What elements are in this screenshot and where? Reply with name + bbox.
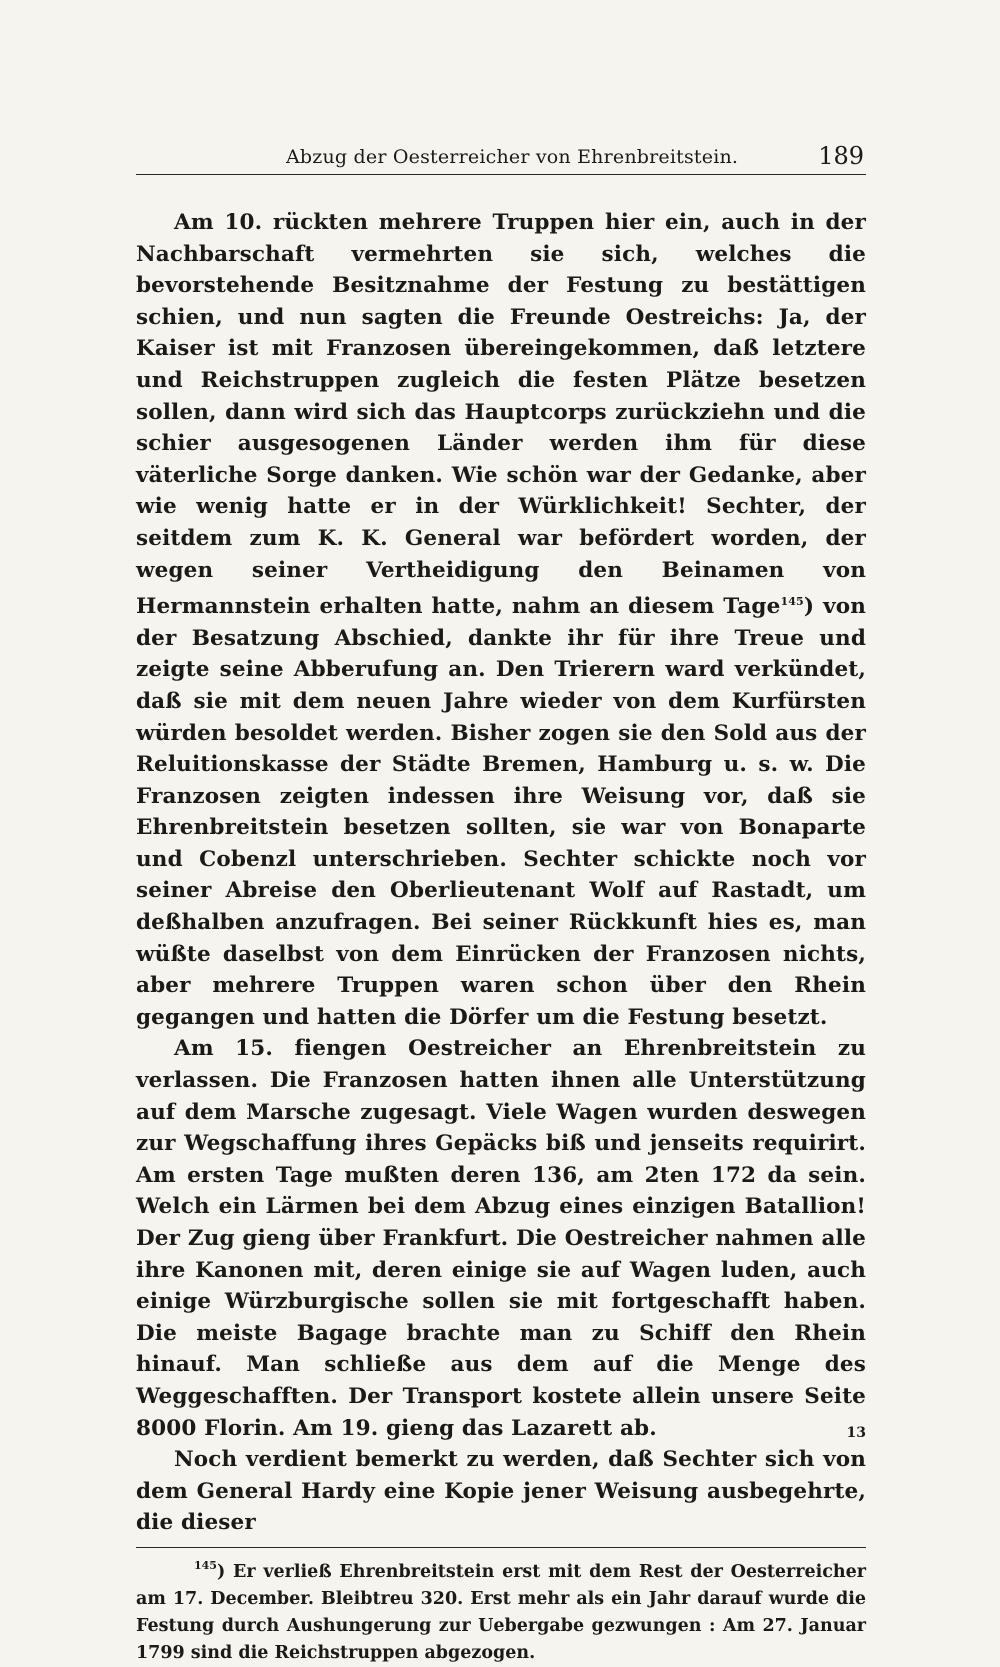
paragraph-1 <box>136 207 866 1033</box>
footnote-reference: 145 <box>780 595 804 609</box>
running-head-title: Abzug der Oesterreicher von Ehrenbreitstein. <box>286 146 739 168</box>
paragraph-1-text-after-note: ) von der Besatzung Abschied, dankte ihr für ihre Treue und zeigte seine Abberufung an. Den Trierern ward verkündet, daß sie mit dem neuen Jahre wieder von dem Kurfürsten würden besoldet werden. Bisher zogen sie den Sold aus der Reluitionskasse der Städte Bremen, Hamburg u. s. w. Die Franzosen zeigten indessen ihre Weisung vor, daß sie Ehrenbreitstein besetzen sollten, sie war von Bonaparte und Cobenzl unterschrieben. Sechter schickte noch vor seiner Abreise den Oberlieutenant Wolf auf Rastadt, um deßhalben anzufragen. Bei seiner Rückkunft hies es, man wüßte daselbst von dem Einrücken der Franzosen nichts, aber mehrere Truppen waren schon über den Rhein gegangen und hatten die Dörfer um die Festung besetzt. <box>136 594 866 1030</box>
paragraph-2: Am 15. fiengen Oestreicher an Ehrenbreitstein zu verlassen. Die Franzosen hatten ihnen alle Unterstützung auf dem Marsche zugesagt. Viele Wagen wurden deswegen zur Wegschaffung ihres Gepäcks biß und jenseits requirirt. Am ersten Tage mußten deren 136, am 2ten 172 da sein. Welch ein Lärmen bei dem Abzug eines einzigen Batallion! Der Zug gieng über Frankfurt. Die Oestreicher nahmen alle ihre Kanonen mit, deren einige sie auf Wagen luden, auch einige Würzburgische sollen sie mit fortgeschafft haben. Die meiste Bagage brachte man zu Schiff den Rhein hinauf. Man schließe aus dem auf die Menge des Weggeschafften. Der Transport kostete allein unsere Seite 8000 Florin. Am 19. gieng das Lazarett ab. <box>136 1036 866 1441</box>
footnote-rule <box>136 1547 866 1548</box>
footnote-number: 145 <box>194 1558 217 1572</box>
paragraph-1-text-before-note: Am 10. rückten mehrere Truppen hier ein, auch in der Nachbarschaft vermehrten sie sich, welches die bevorstehende Besitznahme der Festung zu bestättigen schien, und nun sagten die Freunde Oestreichs: Ja, der Kaiser ist mit Franzosen übereingekommen, daß letztere und Reichstruppen zugleich die festen Plätze besetzen sollen, dann wird sich das Hauptcorps zurückziehn und die schier ausgesogenen Länder werden ihm für diese väterliche Sorge danken. Wie schön war der Gedanke, aber wie wenig hatte er in der Würklichkeit! Sechter, der seitdem zum K. K. General war befördert worden, der wegen seiner Vertheidigung den Beinamen von Hermannstein erhalten hatte, nahm an diesem Tage <box>136 210 866 620</box>
footnote-text: ) Er verließ Ehrenbreitstein erst mit dem Rest der Oesterreicher am 17. December. Bleibtreu 320. Erst mehr als ein Jahr darauf wurde die Festung durch Aushungerung zur Uebergabe gezwungen : Am 27. Januar 1799 sind die Reichstruppen abgezogen. <box>136 1561 866 1663</box>
signature-mark: 13 <box>846 1425 866 1441</box>
paragraph-3: Noch verdient bemerkt zu werden, daß Sechter sich von dem General Hardy eine Kopie jener Weisung ausbegehrte, die dieser <box>136 1447 866 1536</box>
page-number: 189 <box>818 142 864 170</box>
running-head <box>136 140 866 175</box>
book-page <box>136 140 866 1667</box>
footnote <box>136 1552 866 1667</box>
body-text <box>136 207 866 1539</box>
